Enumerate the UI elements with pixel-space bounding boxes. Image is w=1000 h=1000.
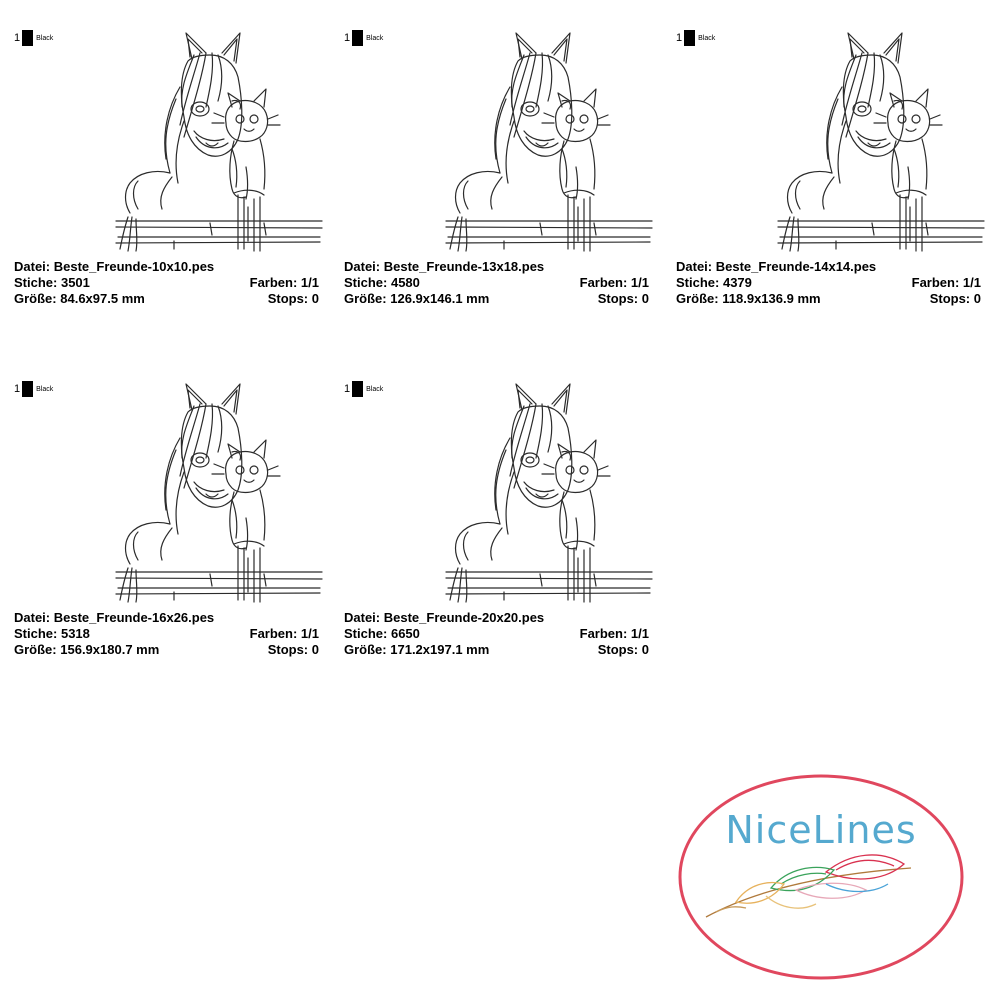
file-name: Beste_Freunde-14x14.pes (715, 259, 877, 274)
file-name: Beste_Freunde-13x18.pes (383, 259, 545, 274)
size-label: Größe: (14, 642, 57, 657)
thread-color-legend (14, 379, 53, 399)
thread-color-swatch (684, 30, 695, 46)
logo-graphic (676, 772, 966, 982)
colors-field (580, 626, 649, 642)
thread-color-name: Black (366, 34, 384, 42)
stops-label: Stops: (267, 291, 309, 306)
design-card-2[interactable] (344, 34, 654, 364)
stops-label: Stops: (267, 642, 309, 657)
size-field (344, 291, 489, 307)
stitches-label: Stiche: (676, 275, 720, 290)
size-label: Größe: (344, 291, 387, 306)
thread-color-name: Black (366, 385, 384, 393)
stitches-field (676, 275, 752, 291)
horse-cat-embroidery-preview (444, 27, 654, 253)
stitches-value: 4580 (390, 275, 420, 290)
thread-color-swatch (22, 381, 33, 397)
size-label: Größe: (344, 642, 387, 657)
stitches-value: 3501 (60, 275, 90, 290)
file-name: Beste_Freunde-20x20.pes (383, 610, 545, 625)
design-info (14, 259, 319, 307)
stitches-field (344, 626, 420, 642)
file-label: Datei: (14, 259, 51, 274)
colors-label: Farben: (249, 626, 298, 641)
thread-color-legend (344, 379, 383, 399)
stops-field (598, 291, 649, 307)
stops-field (268, 291, 319, 307)
thread-color-legend (344, 28, 383, 48)
file-label: Datei: (676, 259, 713, 274)
thread-color-index: 1 (344, 383, 351, 395)
thread-color-swatch (352, 30, 363, 46)
thread-color-legend (14, 28, 53, 48)
thread-color-index: 1 (14, 383, 21, 395)
stops-value: 0 (973, 291, 981, 306)
stitches-field (344, 275, 420, 291)
colors-field (250, 626, 319, 642)
stitches-value: 5318 (60, 626, 90, 641)
size-value: 118.9x136.9 mm (722, 291, 821, 306)
stops-label: Stops: (929, 291, 971, 306)
stops-label: Stops: (597, 642, 639, 657)
stitches-field (14, 275, 90, 291)
stitches-value: 4379 (722, 275, 752, 290)
colors-label: Farben: (579, 626, 628, 641)
file-label: Datei: (14, 610, 51, 625)
colors-value: 1/1 (962, 275, 981, 290)
design-info (14, 610, 319, 658)
stitches-field (14, 626, 90, 642)
stops-value: 0 (641, 291, 649, 306)
design-card-1[interactable] (14, 34, 324, 364)
colors-field (912, 275, 981, 291)
file-label: Datei: (344, 610, 381, 625)
colors-value: 1/1 (630, 275, 649, 290)
size-value: 156.9x180.7 mm (60, 642, 160, 657)
stitches-label: Stiche: (344, 626, 388, 641)
horse-cat-embroidery-preview (776, 27, 986, 253)
size-label: Größe: (14, 291, 57, 306)
colors-value: 1/1 (630, 626, 649, 641)
stops-field (598, 642, 649, 658)
thread-color-index: 1 (676, 32, 683, 44)
design-info (676, 259, 981, 307)
stops-field (268, 642, 319, 658)
logo-text: NiceLines (725, 808, 917, 852)
file-field (344, 259, 544, 275)
colors-label: Farben: (579, 275, 628, 290)
colors-value: 1/1 (300, 275, 319, 290)
colors-value: 1/1 (300, 626, 319, 641)
size-field (14, 291, 145, 307)
thread-color-index: 1 (14, 32, 21, 44)
stitches-label: Stiche: (344, 275, 388, 290)
stitches-label: Stiche: (14, 626, 58, 641)
size-value: 126.9x146.1 mm (390, 291, 490, 306)
colors-field (250, 275, 319, 291)
stops-label: Stops: (597, 291, 639, 306)
design-info (344, 259, 649, 307)
file-name: Beste_Freunde-16x26.pes (53, 610, 215, 625)
thread-color-index: 1 (344, 32, 351, 44)
stitches-label: Stiche: (14, 275, 58, 290)
horse-cat-embroidery-preview (114, 27, 324, 253)
file-name: Beste_Freunde-10x10.pes (53, 259, 215, 274)
colors-field (580, 275, 649, 291)
colors-label: Farben: (911, 275, 960, 290)
file-field (676, 259, 876, 275)
colors-label: Farben: (249, 275, 298, 290)
design-card-4[interactable] (14, 385, 324, 715)
stops-value: 0 (311, 642, 319, 657)
size-field (344, 642, 489, 658)
horse-cat-embroidery-preview (114, 378, 324, 604)
design-card-5[interactable] (344, 385, 654, 715)
size-field (676, 291, 821, 307)
file-label: Datei: (344, 259, 381, 274)
stops-value: 0 (641, 642, 649, 657)
logo-oval-border (680, 776, 962, 978)
thread-color-name: Black (698, 34, 716, 42)
thread-color-swatch (352, 381, 363, 397)
size-label: Größe: (676, 291, 719, 306)
file-field (344, 610, 544, 626)
file-field (14, 610, 214, 626)
design-card-3[interactable] (676, 34, 986, 364)
size-value: 171.2x197.1 mm (390, 642, 490, 657)
stops-value: 0 (311, 291, 319, 306)
thread-color-name: Black (36, 385, 54, 393)
nicelines-logo (676, 772, 966, 982)
size-field (14, 642, 159, 658)
stops-field (930, 291, 981, 307)
thread-color-legend (676, 28, 715, 48)
thread-color-name: Black (36, 34, 54, 42)
file-field (14, 259, 214, 275)
stitches-value: 6650 (390, 626, 420, 641)
thread-color-swatch (22, 30, 33, 46)
horse-cat-embroidery-preview (444, 378, 654, 604)
size-value: 84.6x97.5 mm (60, 291, 145, 306)
design-info (344, 610, 649, 658)
